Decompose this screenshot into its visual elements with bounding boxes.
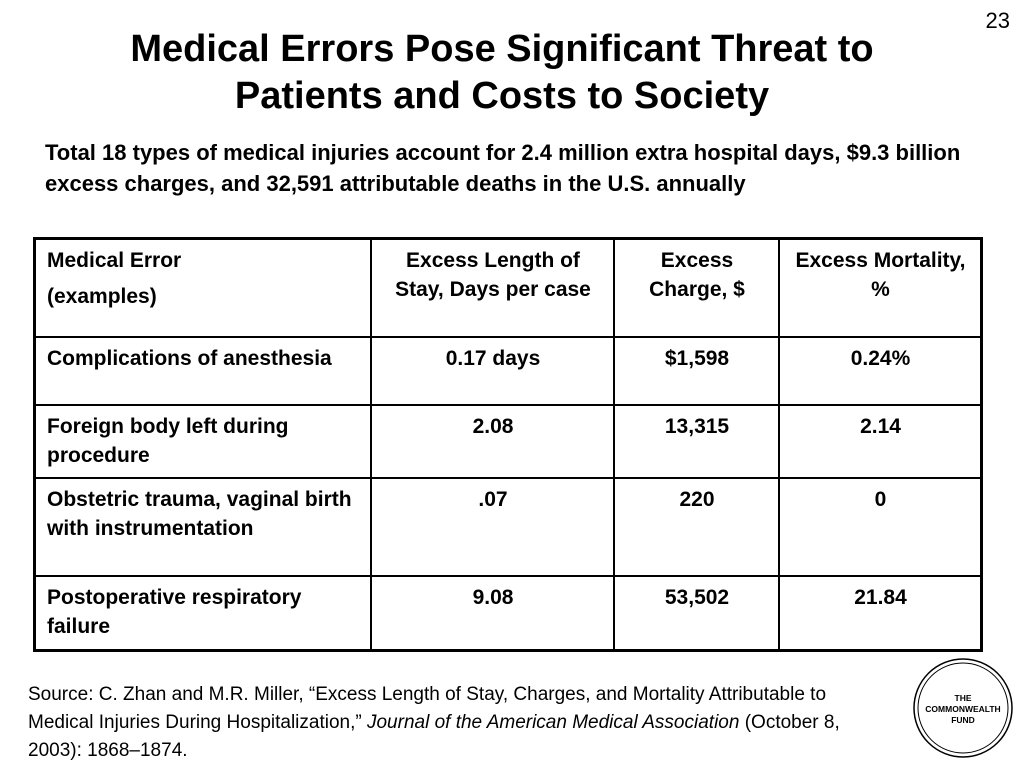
row-length-of-stay: 2.08	[371, 405, 614, 478]
row-excess-mortality: 0.24%	[779, 337, 982, 405]
source-prefix: Source: C. Zhan and M.R. Miller, “Excess Length of Stay, Charges, and Mortality Attributable to Medical Injuries During Hospitalization,”	[28, 684, 827, 733]
title-line-2: Patients and Costs to Society	[234, 75, 770, 117]
row-excess-charge: $1,598	[614, 337, 779, 405]
table-row	[35, 576, 982, 651]
row-error-label: Postoperative respiratory failure	[35, 576, 372, 651]
header-medical-error	[35, 239, 372, 337]
row-excess-mortality: 0	[779, 478, 982, 576]
row-length-of-stay: 9.08	[371, 576, 614, 651]
logo-text-line3: FUND	[951, 715, 975, 725]
row-error-label: Foreign body left during procedure	[35, 405, 372, 478]
header-medical-error-line2: (examples)	[47, 285, 157, 308]
summary-statement: Total 18 types of medical injuries account for 2.4 million extra hospital days, $9.3 billion excess charges, and 32,591 attributable deaths in the U.S. annually	[45, 140, 961, 196]
commonwealth-fund-logo	[912, 657, 1014, 759]
source-suffix: (October 8, 2003): 1868–1874.	[28, 712, 840, 761]
source-journal: Journal of the American Medical Association	[366, 712, 740, 733]
title-line-1: Medical Errors Pose Significant Threat to	[130, 28, 874, 70]
row-excess-charge: 220	[614, 478, 779, 576]
row-length-of-stay: 0.17 days	[371, 337, 614, 405]
table-header-row	[35, 239, 982, 337]
row-excess-mortality: 2.14	[779, 405, 982, 478]
table-row	[35, 337, 982, 405]
table-row	[35, 478, 982, 576]
header-length-of-stay: Excess Length of Stay, Days per case	[371, 239, 614, 337]
row-excess-charge: 13,315	[614, 405, 779, 478]
slide-title	[0, 26, 1004, 120]
logo-text-line2: COMMONWEALTH	[925, 704, 1001, 714]
header-excess-charge: Excess Charge, $	[614, 239, 779, 337]
row-error-label: Obstetric trauma, vaginal birth with instrumentation	[35, 478, 372, 576]
row-error-label: Complications of anesthesia	[35, 337, 372, 405]
header-excess-mortality: Excess Mortality, %	[779, 239, 982, 337]
logo-text-line1: THE	[954, 693, 972, 703]
row-length-of-stay: .07	[371, 478, 614, 576]
slide-number: 23	[985, 8, 1010, 33]
row-excess-charge: 53,502	[614, 576, 779, 651]
medical-errors-table	[33, 237, 983, 652]
header-medical-error-line1: Medical Error	[47, 249, 182, 272]
table-row	[35, 405, 982, 478]
row-excess-mortality: 21.84	[779, 576, 982, 651]
source-citation	[28, 681, 888, 765]
